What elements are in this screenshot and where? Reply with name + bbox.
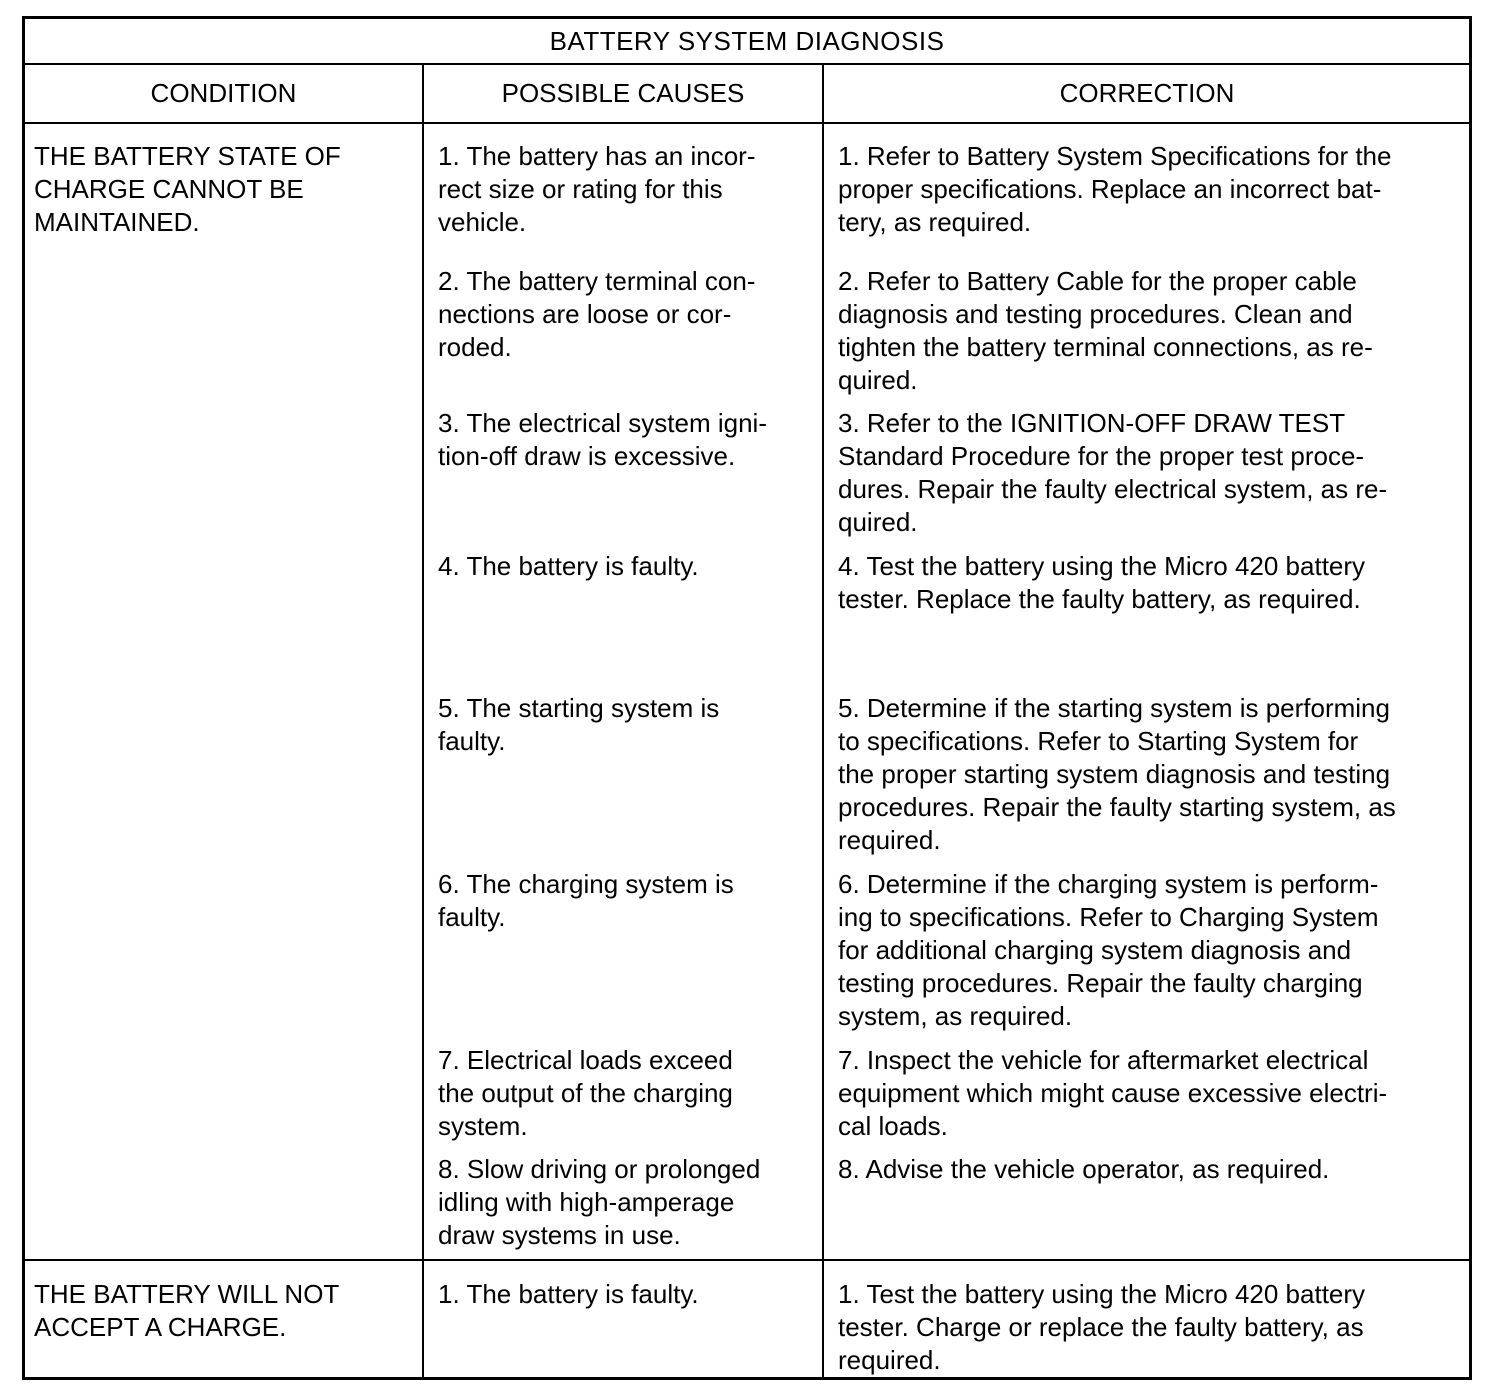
cause-cell: 5. The starting system is faulty.: [438, 693, 720, 756]
correction-cell: 7. Inspect the vehicle for aftermarket electrical equipment which might cause excessive electri- cal loads.: [838, 1045, 1388, 1141]
header-possible-causes: POSSIBLE CAUSES: [501, 78, 745, 108]
header-correction: CORRECTION: [1059, 78, 1235, 108]
table-header-row: [25, 65, 1469, 124]
correction-cell: 1. Refer to Battery System Specifications for the proper specifications. Replace an incorrect bat- tery, as required.: [838, 141, 1392, 237]
column-divider-1: [422, 65, 424, 1377]
cause-cell: 2. The battery terminal con- nections are loose or cor- roded.: [438, 266, 756, 362]
cause-cell: 6. The charging system is faulty.: [438, 869, 734, 932]
correction-cell: 6. Determine if the charging system is perform- ing to specifications. Refer to Charging System for additional charging system diagnosis and testing procedures. Repair the faulty charging system, as required.: [838, 869, 1379, 1031]
cause-cell: 1. The battery is faulty.: [438, 1279, 699, 1309]
correction-cell: 1. Test the battery using the Micro 420 battery tester. Charge or replace the faulty battery, as required.: [838, 1279, 1366, 1375]
correction-cell: 4. Test the battery using the Micro 420 battery tester. Replace the faulty battery, as required.: [838, 551, 1366, 614]
table-title: BATTERY SYSTEM DIAGNOSIS: [25, 19, 1469, 65]
battery-diagnosis-table: [22, 16, 1472, 1380]
header-condition: CONDITION: [150, 78, 297, 108]
correction-cell: 2. Refer to Battery Cable for the proper cable diagnosis and testing procedures. Clean and tighten the battery terminal connections, as re- quired.: [838, 266, 1373, 395]
column-divider-2: [822, 65, 824, 1377]
correction-cell: 5. Determine if the starting system is performing to specifications. Refer to Starting System for the proper starting system diagnosis and testing procedures. Repair the faulty starting system, as required.: [838, 693, 1396, 855]
cause-cell: 1. The battery has an incor- rect size or rating for this vehicle.: [438, 141, 756, 237]
group-divider: [25, 1259, 1469, 1261]
condition-cell: THE BATTERY WILL NOT ACCEPT A CHARGE.: [34, 1279, 340, 1342]
cause-cell: 4. The battery is faulty.: [438, 551, 699, 581]
cause-cell: 8. Slow driving or prolonged idling with high-amperage draw systems in use.: [438, 1154, 761, 1250]
correction-cell: 3. Refer to the IGNITION-OFF DRAW TEST Standard Procedure for the proper test proce- dures. Repair the faulty electrical system, as re- quired.: [838, 408, 1388, 537]
correction-cell: 8. Advise the vehicle operator, as required.: [838, 1154, 1330, 1184]
cause-cell: 7. Electrical loads exceed the output of the charging system.: [438, 1045, 733, 1141]
cause-cell: 3. The electrical system igni- tion-off draw is excessive.: [438, 408, 767, 471]
condition-cell: THE BATTERY STATE OF CHARGE CANNOT BE MAINTAINED.: [34, 141, 341, 237]
